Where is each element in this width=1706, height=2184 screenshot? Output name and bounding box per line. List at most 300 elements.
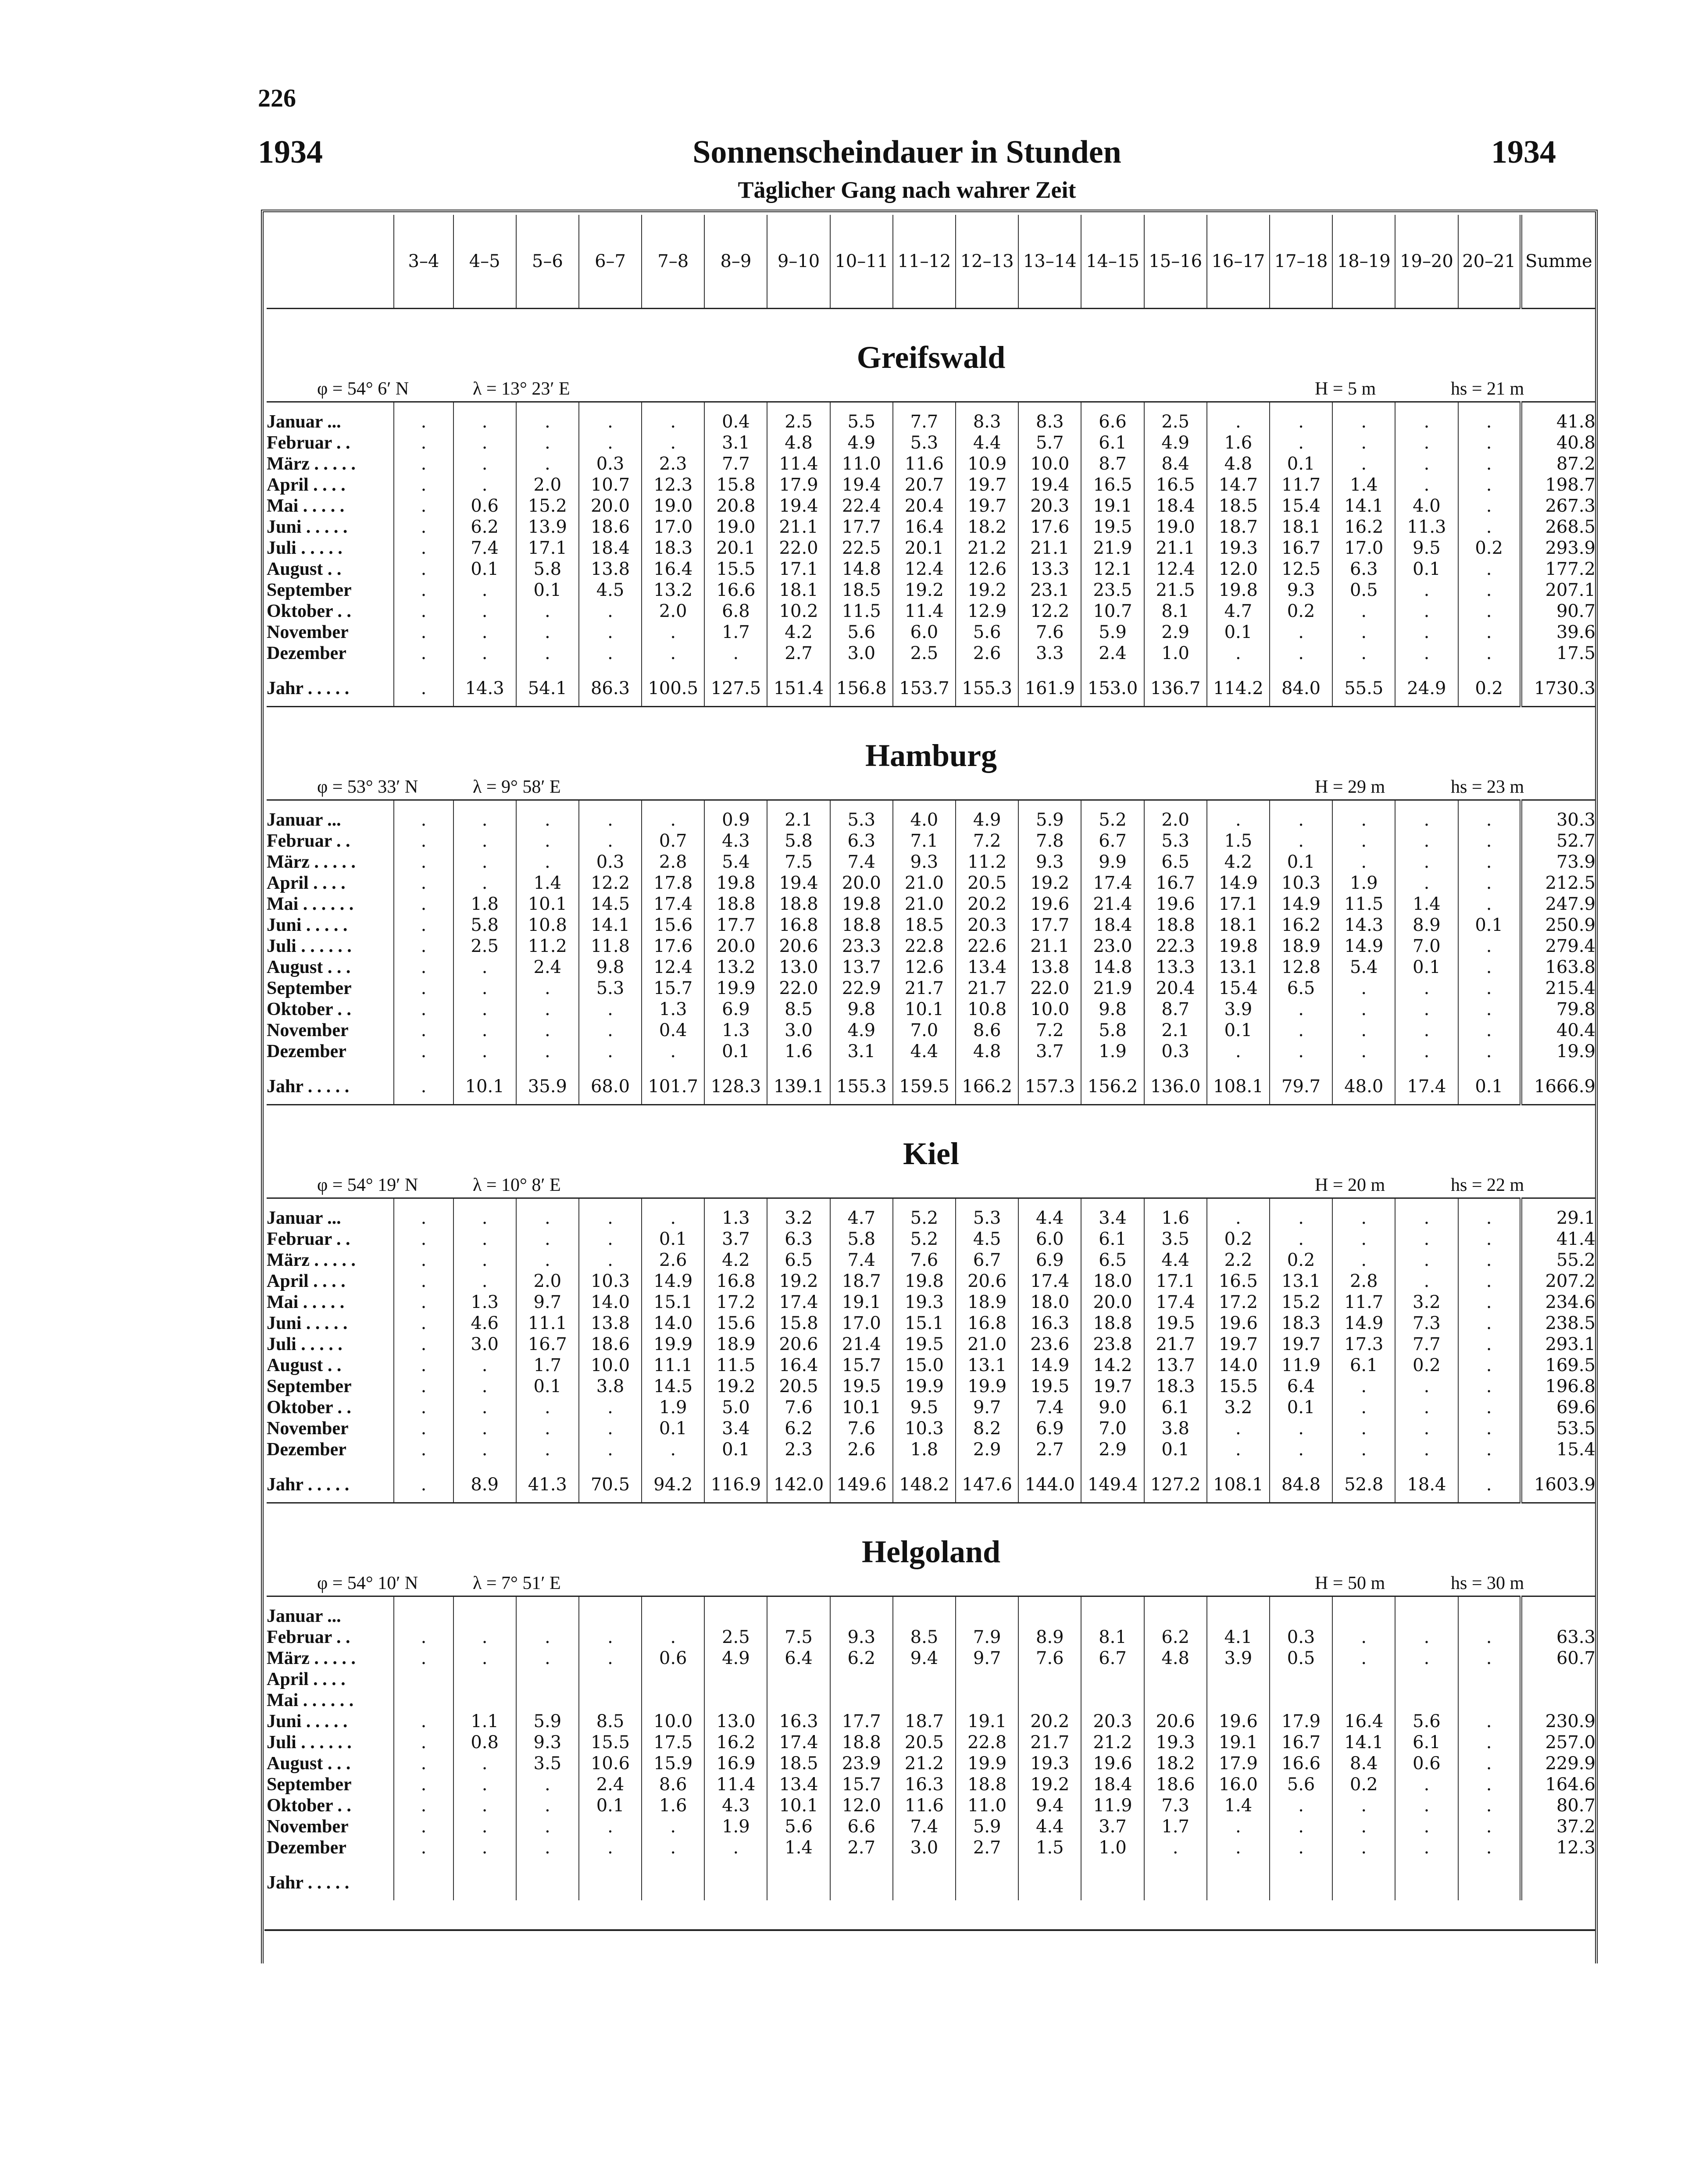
station-coords-row (267, 1569, 1595, 1596)
value-cell: 18.6 (579, 517, 642, 538)
value-cell: 19.3 (1018, 1753, 1081, 1774)
value-cell: 2.5 (767, 411, 830, 432)
value-cell: 0.4 (642, 1020, 704, 1041)
value-cell: 2.6 (956, 643, 1018, 664)
value-cell: 8.1 (1144, 601, 1207, 622)
value-cell: 18.8 (1081, 1313, 1144, 1334)
sum-cell: 229.9 (1521, 1753, 1595, 1774)
month-row (267, 1627, 1595, 1648)
value-cell: 11.0 (956, 1795, 1018, 1816)
value-cell: . (516, 1041, 579, 1062)
value-cell: 7.4 (830, 1250, 893, 1271)
value-cell: 7.5 (767, 1627, 830, 1648)
month-label: Dezember (267, 1439, 346, 1460)
month-row (267, 538, 1595, 559)
month-row (267, 957, 1595, 978)
spacer-row (267, 1596, 1595, 1606)
value-cell: 13.4 (767, 1774, 830, 1795)
value-cell: . (704, 643, 767, 664)
value-cell: 20.5 (893, 1732, 956, 1753)
spacer-cell (830, 402, 893, 412)
value-cell: 2.6 (642, 1250, 704, 1271)
value-cell: 0.2 (1458, 538, 1521, 559)
value-cell: 9.4 (1018, 1795, 1081, 1816)
value-cell: 16.7 (516, 1334, 579, 1355)
value-cell: . (1458, 1397, 1521, 1418)
value-cell: 9.3 (830, 1627, 893, 1648)
value-cell: . (1395, 809, 1458, 830)
spacer-cell (1458, 1062, 1521, 1069)
value-cell: 108.1 (1207, 1069, 1270, 1105)
value-cell: 17.9 (1270, 1711, 1332, 1732)
value-cell: 2.3 (767, 1439, 830, 1460)
value-cell: 2.8 (1332, 1271, 1395, 1292)
value-cell: 3.2 (1395, 1292, 1458, 1313)
value-cell: 8.7 (1081, 453, 1144, 474)
value-cell: 10.3 (1270, 873, 1332, 894)
value-cell (516, 1669, 579, 1690)
spacer-cell (767, 800, 830, 810)
sum-cell: 207.2 (1521, 1271, 1595, 1292)
value-cell (1207, 1690, 1270, 1711)
value-cell: 15.0 (893, 1355, 956, 1376)
latitude: φ = 54° 10′ N (317, 1573, 418, 1593)
station-coords (267, 1569, 1595, 1596)
spacer-cell (516, 1460, 579, 1467)
value-cell: 19.2 (956, 580, 1018, 601)
value-cell: 1.9 (704, 1816, 767, 1837)
year-total-row (267, 671, 1595, 707)
month-row (267, 1250, 1595, 1271)
value-cell: 2.3 (642, 453, 704, 474)
value-cell: . (394, 495, 453, 517)
value-cell: 19.2 (893, 580, 956, 601)
spacer-cell (516, 1596, 579, 1606)
value-cell: 10.0 (1018, 999, 1081, 1020)
value-cell: 23.6 (1018, 1334, 1081, 1355)
value-cell: 155.3 (956, 671, 1018, 707)
value-cell: 20.3 (1081, 1711, 1144, 1732)
value-cell: 13.3 (1144, 957, 1207, 978)
value-cell: 8.5 (767, 999, 830, 1020)
value-cell (1395, 1669, 1458, 1690)
value-cell: 22.0 (1018, 978, 1081, 999)
value-cell (767, 1606, 830, 1627)
value-cell: 9.3 (516, 1732, 579, 1753)
sum-cell: 196.8 (1521, 1376, 1595, 1397)
header-label-cell (267, 215, 394, 309)
value-cell: . (642, 809, 704, 830)
latitude: φ = 53° 33′ N (317, 777, 418, 797)
value-cell: 0.2 (1332, 1774, 1395, 1795)
value-cell: 14.8 (830, 559, 893, 580)
longitude: λ = 9° 58′ E (473, 777, 561, 797)
value-cell: 21.0 (893, 894, 956, 915)
value-cell: . (1458, 999, 1521, 1020)
year-right: 1934 (1491, 134, 1556, 170)
sum-cell: 41.4 (1521, 1229, 1595, 1250)
value-cell: 17.4 (1081, 873, 1144, 894)
value-cell: 20.1 (893, 538, 956, 559)
value-cell: 3.9 (1207, 1648, 1270, 1669)
spacer-cell (830, 1062, 893, 1069)
value-cell: 16.3 (767, 1711, 830, 1732)
value-cell: 9.8 (1081, 999, 1144, 1020)
spacer-cell (956, 664, 1018, 671)
value-cell: 18.9 (1270, 936, 1332, 957)
value-cell: 12.4 (893, 559, 956, 580)
value-cell: . (1332, 1397, 1395, 1418)
value-cell: 0.2 (1207, 1229, 1270, 1250)
value-cell (1018, 1669, 1081, 1690)
value-cell: . (1332, 1208, 1395, 1229)
value-cell (1270, 1606, 1332, 1627)
value-cell: 16.4 (767, 1355, 830, 1376)
value-cell: . (394, 915, 453, 936)
spacer-cell (1521, 1460, 1595, 1467)
sum-cell: 230.9 (1521, 1711, 1595, 1732)
value-cell: 11.4 (893, 601, 956, 622)
value-cell: 18.6 (1144, 1774, 1207, 1795)
value-cell: 19.7 (1207, 1334, 1270, 1355)
month-row (267, 1334, 1595, 1355)
spacer-cell (767, 402, 830, 412)
value-cell: 7.4 (453, 538, 516, 559)
value-cell (893, 1690, 956, 1711)
value-cell: 11.9 (1270, 1355, 1332, 1376)
value-cell: 55.5 (1332, 671, 1395, 707)
value-cell: 157.3 (1018, 1069, 1081, 1105)
value-cell: 2.9 (956, 1439, 1018, 1460)
value-cell (1144, 1865, 1207, 1900)
value-cell: . (642, 1041, 704, 1062)
value-cell: 8.3 (956, 411, 1018, 432)
value-cell: . (1270, 1041, 1332, 1062)
month-label: Mai . . . . . . (267, 894, 354, 914)
month-row (267, 1020, 1595, 1041)
value-cell: 0.1 (1270, 1397, 1332, 1418)
value-cell: . (579, 1439, 642, 1460)
value-cell: 4.4 (956, 432, 1018, 453)
value-cell: 7.2 (956, 830, 1018, 852)
spacer-cell (579, 1460, 642, 1467)
value-cell: 3.8 (1144, 1418, 1207, 1439)
spacer-cell (1207, 1858, 1270, 1865)
value-cell: 7.0 (893, 1020, 956, 1041)
value-cell: 12.3 (642, 474, 704, 495)
value-cell: . (1458, 873, 1521, 894)
value-cell: . (516, 978, 579, 999)
value-cell: . (394, 1627, 453, 1648)
longitude: λ = 10° 8′ E (473, 1175, 561, 1195)
value-cell: 0.1 (1207, 1020, 1270, 1041)
value-cell: 21.2 (956, 538, 1018, 559)
month-row (267, 1271, 1595, 1292)
month-label: September (267, 1376, 352, 1397)
value-cell: 19.1 (830, 1292, 893, 1313)
value-cell: 18.9 (704, 1334, 767, 1355)
sum-cell: 69.6 (1521, 1397, 1595, 1418)
spacer-cell (1207, 1062, 1270, 1069)
value-cell: 10.1 (453, 1069, 516, 1105)
value-cell: . (394, 1418, 453, 1439)
value-cell: . (1270, 432, 1332, 453)
value-cell: 8.4 (1144, 453, 1207, 474)
sum-cell: 177.2 (1521, 559, 1595, 580)
value-cell: . (1395, 601, 1458, 622)
month-label: März . . . . . (267, 1250, 356, 1270)
value-cell: 19.7 (956, 474, 1018, 495)
value-cell: . (394, 580, 453, 601)
value-cell: . (1332, 978, 1395, 999)
station-title-row (267, 309, 1595, 375)
value-cell: 2.6 (830, 1439, 893, 1460)
spacer-cell (893, 664, 956, 671)
value-cell: 20.0 (704, 936, 767, 957)
value-cell: 14.7 (1207, 474, 1270, 495)
value-cell: . (516, 1208, 579, 1229)
value-cell: 1.3 (704, 1208, 767, 1229)
sum-cell: 79.8 (1521, 999, 1595, 1020)
value-cell (767, 1690, 830, 1711)
spacer-cell (642, 1198, 704, 1208)
month-label: November (267, 1418, 349, 1439)
month-label: Februar . . (267, 1627, 350, 1647)
longitude: λ = 7° 51′ E (473, 1573, 561, 1593)
value-cell: . (1332, 1816, 1395, 1837)
month-label: März . . . . . (267, 1648, 356, 1668)
value-cell: 21.7 (893, 978, 956, 999)
value-cell: . (394, 999, 453, 1020)
value-cell: 9.7 (516, 1292, 579, 1313)
sunshine-recorder-height: hs = 22 m (1451, 1175, 1524, 1195)
value-cell: . (394, 1355, 453, 1376)
value-cell: 3.1 (830, 1041, 893, 1062)
month-row (267, 1711, 1595, 1732)
value-cell: 17.7 (704, 915, 767, 936)
value-cell: 10.3 (579, 1271, 642, 1292)
value-cell (453, 1606, 516, 1627)
value-cell: 144.0 (1018, 1467, 1081, 1503)
value-cell: . (1458, 1313, 1521, 1334)
sum-cell: 19.9 (1521, 1041, 1595, 1062)
spacer-cell (579, 1858, 642, 1865)
value-cell: 17.0 (642, 517, 704, 538)
value-cell: . (394, 453, 453, 474)
spacer-cell (1458, 800, 1521, 810)
month-row (267, 1648, 1595, 1669)
value-cell: 11.4 (767, 453, 830, 474)
value-cell: 14.3 (1332, 915, 1395, 936)
value-cell: 11.6 (893, 453, 956, 474)
month-row (267, 474, 1595, 495)
value-cell: 14.9 (1207, 873, 1270, 894)
value-cell: 9.0 (1081, 1397, 1144, 1418)
value-cell: . (516, 1774, 579, 1795)
value-cell (1081, 1669, 1144, 1690)
value-cell: 86.3 (579, 671, 642, 707)
value-cell: . (1207, 411, 1270, 432)
spacer-cell (642, 1858, 704, 1865)
value-cell: 14.2 (1081, 1355, 1144, 1376)
spacer-cell (1207, 664, 1270, 671)
value-cell: 9.7 (956, 1648, 1018, 1669)
month-label: Januar ... (267, 412, 341, 432)
value-cell: 6.6 (830, 1816, 893, 1837)
value-cell: 18.3 (1270, 1313, 1332, 1334)
value-cell: 14.8 (1081, 957, 1144, 978)
value-cell: 2.2 (1207, 1250, 1270, 1271)
value-cell: 18.4 (1081, 1774, 1144, 1795)
value-cell (1081, 1865, 1144, 1900)
month-label: April . . . . (267, 873, 346, 893)
value-cell: 19.8 (1207, 580, 1270, 601)
value-cell: . (516, 1397, 579, 1418)
value-cell: 15.1 (642, 1292, 704, 1313)
value-cell: 136.7 (1144, 671, 1207, 707)
value-cell: . (1458, 1816, 1521, 1837)
value-cell: 20.3 (956, 915, 1018, 936)
value-cell: . (394, 1376, 453, 1397)
sum-cell: 15.4 (1521, 1439, 1595, 1460)
value-cell: . (579, 411, 642, 432)
month-label: Juli . . . . . (267, 538, 343, 558)
value-cell: . (453, 1229, 516, 1250)
value-cell: 20.4 (893, 495, 956, 517)
spacer-row (267, 1858, 1595, 1865)
value-cell: 0.1 (516, 580, 579, 601)
value-cell: . (516, 1627, 579, 1648)
value-cell: 21.5 (1144, 580, 1207, 601)
sum-cell: 293.1 (1521, 1334, 1595, 1355)
value-cell: . (1144, 1837, 1207, 1858)
value-cell: 5.0 (704, 1397, 767, 1418)
value-cell: 8.6 (642, 1774, 704, 1795)
value-cell: 18.0 (1081, 1271, 1144, 1292)
value-cell: 17.5 (642, 1732, 704, 1753)
value-cell: . (453, 1376, 516, 1397)
value-cell (394, 1669, 453, 1690)
value-cell: 10.2 (767, 601, 830, 622)
value-cell: . (1395, 1816, 1458, 1837)
month-row (267, 495, 1595, 517)
value-cell: 12.2 (579, 873, 642, 894)
month-row (267, 1816, 1595, 1837)
value-cell: 20.6 (956, 1271, 1018, 1292)
spacer-cell (1018, 664, 1081, 671)
value-cell: . (642, 432, 704, 453)
value-cell: . (1458, 1467, 1521, 1503)
value-cell: 6.3 (830, 830, 893, 852)
value-cell (1458, 1669, 1521, 1690)
month-label: Juni . . . . . (267, 1313, 348, 1333)
value-cell: . (1458, 1376, 1521, 1397)
value-cell: . (1458, 1292, 1521, 1313)
value-cell: 11.7 (1332, 1292, 1395, 1313)
value-cell (704, 1606, 767, 1627)
value-cell: . (394, 601, 453, 622)
value-cell: 15.7 (830, 1355, 893, 1376)
value-cell: 16.7 (1270, 538, 1332, 559)
month-row (267, 517, 1595, 538)
value-cell: 7.6 (830, 1418, 893, 1439)
spacer-cell (767, 1460, 830, 1467)
spacer-cell (394, 1460, 453, 1467)
value-cell: . (579, 1837, 642, 1858)
value-cell: . (516, 1837, 579, 1858)
spacer-cell (516, 800, 579, 810)
value-cell: . (1270, 830, 1332, 852)
value-cell (1207, 1865, 1270, 1900)
year-left: 1934 (258, 134, 323, 170)
station-name: Greifswald (267, 309, 1595, 375)
value-cell: 1.5 (1018, 1837, 1081, 1858)
spacer-cell (1458, 1596, 1521, 1606)
year-total-row (267, 1069, 1595, 1105)
value-cell: 5.4 (1332, 957, 1395, 978)
value-cell: 10.3 (893, 1418, 956, 1439)
month-row (267, 1229, 1595, 1250)
value-cell: . (1458, 978, 1521, 999)
value-cell: . (453, 1439, 516, 1460)
value-cell: 5.2 (893, 1208, 956, 1229)
spacer-cell (1332, 800, 1395, 810)
value-cell: 6.7 (1081, 830, 1144, 852)
value-cell: 16.7 (1144, 873, 1207, 894)
sum-cell: 60.7 (1521, 1648, 1595, 1669)
month-row (267, 1439, 1595, 1460)
value-cell: 22.6 (956, 936, 1018, 957)
value-cell: . (1270, 1229, 1332, 1250)
value-cell: 23.1 (1018, 580, 1081, 601)
value-cell: 13.7 (1144, 1355, 1207, 1376)
value-cell: . (642, 643, 704, 664)
station-height: H = 29 m (1315, 777, 1385, 797)
value-cell: 19.9 (893, 1376, 956, 1397)
value-cell (704, 1669, 767, 1690)
spacer-cell (1395, 1596, 1458, 1606)
value-cell: 21.2 (893, 1753, 956, 1774)
value-cell: 16.2 (704, 1732, 767, 1753)
latitude: φ = 54° 6′ N (317, 379, 409, 399)
spacer-cell (1332, 1596, 1395, 1606)
value-cell: . (1207, 643, 1270, 664)
spacer-cell (767, 1596, 830, 1606)
value-cell: . (1270, 809, 1332, 830)
value-cell: 2.5 (893, 643, 956, 664)
sum-cell: 52.7 (1521, 830, 1595, 852)
column-header-hour: 15–16 (1144, 215, 1207, 309)
value-cell: 19.4 (1018, 474, 1081, 495)
value-cell: 18.4 (1395, 1467, 1458, 1503)
value-cell: 19.1 (1081, 495, 1144, 517)
value-cell: . (394, 1292, 453, 1313)
value-cell: 13.8 (579, 1313, 642, 1334)
value-cell: 15.4 (1270, 495, 1332, 517)
value-cell: 17.4 (1018, 1271, 1081, 1292)
value-cell: 18.8 (830, 1732, 893, 1753)
value-cell: . (1458, 1355, 1521, 1376)
value-cell: 20.6 (767, 936, 830, 957)
month-label: Januar ... (267, 810, 341, 830)
value-cell: 13.2 (642, 580, 704, 601)
month-row (267, 999, 1595, 1020)
value-cell: 153.7 (893, 671, 956, 707)
column-header-hour: 7–8 (642, 215, 704, 309)
sum-cell: 39.6 (1521, 622, 1595, 643)
value-cell: . (1395, 1208, 1458, 1229)
value-cell: 22.0 (767, 978, 830, 999)
